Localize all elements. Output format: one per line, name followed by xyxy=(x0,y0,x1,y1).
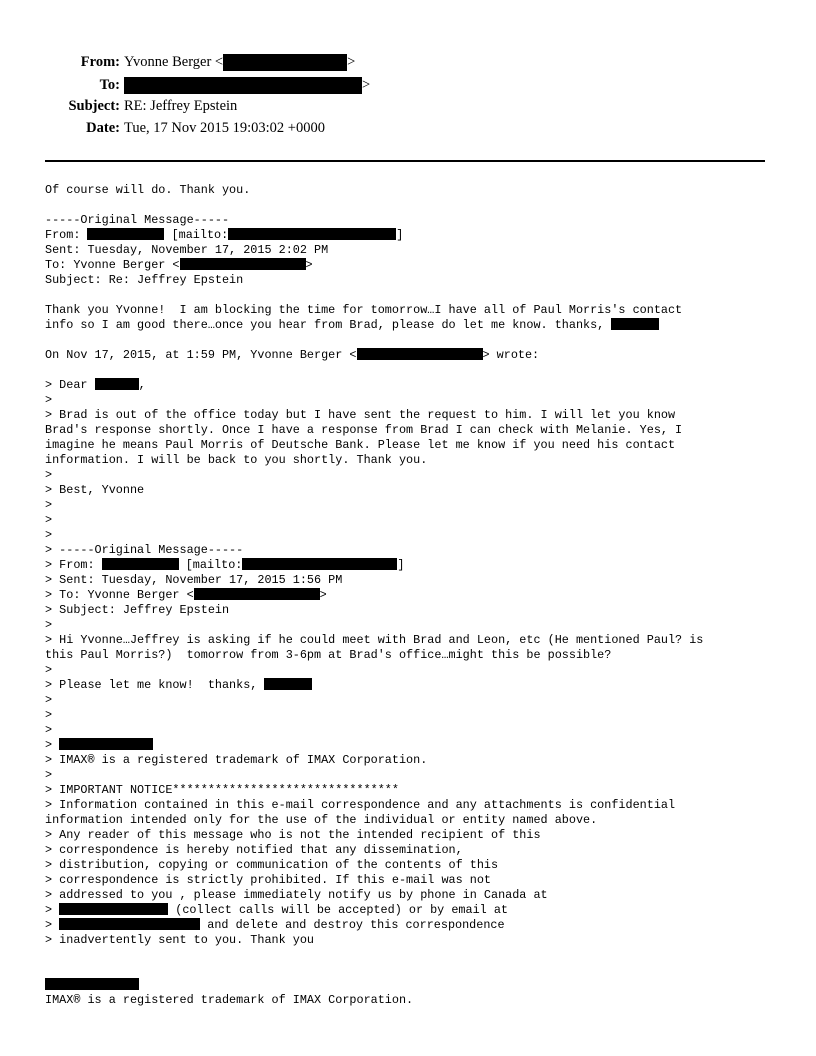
notice-line-2: information intended only for the use of the individual or entity named above. xyxy=(45,813,598,827)
text: info so I am good there…once you hear from Brad, please do let me know. thanks, xyxy=(45,318,612,332)
quote-mark: > xyxy=(45,393,53,407)
para1-line2 xyxy=(45,318,703,333)
signature-line xyxy=(45,738,703,753)
subject-value: RE: Jeffrey Epstein xyxy=(124,98,238,114)
hi-line-1: > Hi Yvonne…Jeffrey is asking if he could meet with Brad and Leon, etc (He mentioned Paul? is xyxy=(45,633,704,647)
redaction-box xyxy=(180,258,306,270)
redaction-box xyxy=(95,378,139,390)
from-bracket: > xyxy=(347,54,356,70)
text: From: xyxy=(45,228,88,242)
reply-text: Of course will do. Thank you. xyxy=(45,183,251,197)
para1-line1: Thank you Yvonne! I am blocking the time for tomorrow…I have all of Paul Morris's contact xyxy=(45,303,683,317)
text: ] xyxy=(396,228,404,242)
date-value: Tue, 17 Nov 2015 19:03:02 +0000 xyxy=(124,120,325,136)
redaction-box xyxy=(124,77,362,94)
text: > xyxy=(45,738,60,752)
redaction-box xyxy=(264,678,312,690)
text: > Dear xyxy=(45,378,95,392)
orig2-subject: > Subject: Jeffrey Epstein xyxy=(45,603,230,617)
notice-line-1: > Information contained in this e-mail correspondence and any attachments is confidential xyxy=(45,798,676,812)
date-label: Date: xyxy=(86,120,120,136)
redaction-box xyxy=(228,228,396,240)
redaction-box xyxy=(59,738,153,750)
text: To: Yvonne Berger < xyxy=(45,258,180,272)
redaction-box xyxy=(611,318,659,330)
notice-title: > IMPORTANT NOTICE******************************** xyxy=(45,783,399,797)
redaction-box xyxy=(59,918,200,930)
notice-line-3: > Any reader of this message who is not the intended recipient of this xyxy=(45,828,541,842)
orig1-subject: Subject: Re: Jeffrey Epstein xyxy=(45,273,244,287)
imax-quoted: > IMAX® is a registered trademark of IMAX Corporation. xyxy=(45,753,428,767)
notice-line-6: > correspondence is strictly prohibited. If this e-mail was not xyxy=(45,873,491,887)
text: On Nov 17, 2015, at 1:59 PM, Yvonne Berger < xyxy=(45,348,357,362)
quote-mark: > xyxy=(45,468,53,482)
text: [mailto: xyxy=(178,558,243,572)
text: > From: xyxy=(45,558,102,572)
quote-mark: > xyxy=(45,723,53,737)
redaction-box xyxy=(102,558,179,570)
text: > xyxy=(319,588,327,602)
orig1-from xyxy=(45,228,703,243)
best-line: > Best, Yvonne xyxy=(45,483,145,497)
redaction-box xyxy=(242,558,397,570)
header-divider xyxy=(45,160,765,162)
text: > To: Yvonne Berger < xyxy=(45,588,194,602)
dear-line xyxy=(45,378,703,393)
text: ] xyxy=(397,558,405,572)
text: (collect calls will be accepted) or by email at xyxy=(168,903,508,917)
delete-line xyxy=(45,918,703,933)
orig2-from xyxy=(45,558,703,573)
brad-line-4: information. I will be back to you shortly. Thank you. xyxy=(45,453,428,467)
brad-line-3: imagine he means Paul Morris of Deutsche Bank. Please let me know if you need his contact xyxy=(45,438,676,452)
to-value xyxy=(124,75,370,95)
collect-line xyxy=(45,903,703,918)
orig2-sent: > Sent: Tuesday, November 17, 2015 1:56 PM xyxy=(45,573,343,587)
quote-mark: > xyxy=(45,663,53,677)
from-name: Yvonne Berger < xyxy=(124,54,224,70)
imax-footer: IMAX® is a registered trademark of IMAX Corporation. xyxy=(45,993,414,1007)
redaction-box xyxy=(59,903,168,915)
quote-mark: > xyxy=(45,768,53,782)
footer-signature xyxy=(45,978,703,993)
please-line xyxy=(45,678,703,693)
redaction-box xyxy=(194,588,320,600)
text: > wrote: xyxy=(482,348,540,362)
on-wrote-line xyxy=(45,348,703,363)
quote-mark: > xyxy=(45,618,53,632)
orig2-divider: > -----Original Message----- xyxy=(45,543,244,557)
text: > xyxy=(45,918,60,932)
text: , xyxy=(138,378,146,392)
notice-line-7: > addressed to you , please immediately notify us by phone in Canada at xyxy=(45,888,548,902)
email-body xyxy=(45,183,703,1008)
subject-label: Subject: xyxy=(68,98,120,114)
hi-line-2: this Paul Morris?) tomorrow from 3-6pm at Brad's office…might this be possible? xyxy=(45,648,612,662)
from-label: From: xyxy=(80,54,120,70)
text: > Please let me know! thanks, xyxy=(45,678,265,692)
inadvertent-line: > inadvertently sent to you. Thank you xyxy=(45,933,315,947)
quote-mark: > xyxy=(45,513,53,527)
text: > xyxy=(305,258,313,272)
brad-line-1: > Brad is out of the office today but I have sent the request to him. I will let you know xyxy=(45,408,676,422)
original-message-divider: -----Original Message----- xyxy=(45,213,230,227)
orig1-to xyxy=(45,258,703,273)
redaction-box xyxy=(87,228,164,240)
notice-line-5: > distribution, copying or communication of the contents of this xyxy=(45,858,499,872)
redaction-box xyxy=(45,978,139,990)
quote-mark: > xyxy=(45,528,53,542)
quote-mark: > xyxy=(45,498,53,512)
to-bracket: > xyxy=(362,77,371,93)
text: > xyxy=(45,903,60,917)
redaction-box xyxy=(357,348,483,360)
to-label: To: xyxy=(99,77,120,93)
orig2-to xyxy=(45,588,703,603)
from-value xyxy=(124,52,355,72)
orig1-sent: Sent: Tuesday, November 17, 2015 2:02 PM xyxy=(45,243,329,257)
redaction-box xyxy=(223,54,347,71)
text: [mailto: xyxy=(164,228,229,242)
quote-mark: > xyxy=(45,693,53,707)
text: and delete and destroy this correspondence xyxy=(200,918,505,932)
brad-line-2: Brad's response shortly. Once I have a response from Brad I can check with Melanie. Yes, I xyxy=(45,423,683,437)
quote-mark: > xyxy=(45,708,53,722)
notice-line-4: > correspondence is hereby notified that any dissemination, xyxy=(45,843,463,857)
